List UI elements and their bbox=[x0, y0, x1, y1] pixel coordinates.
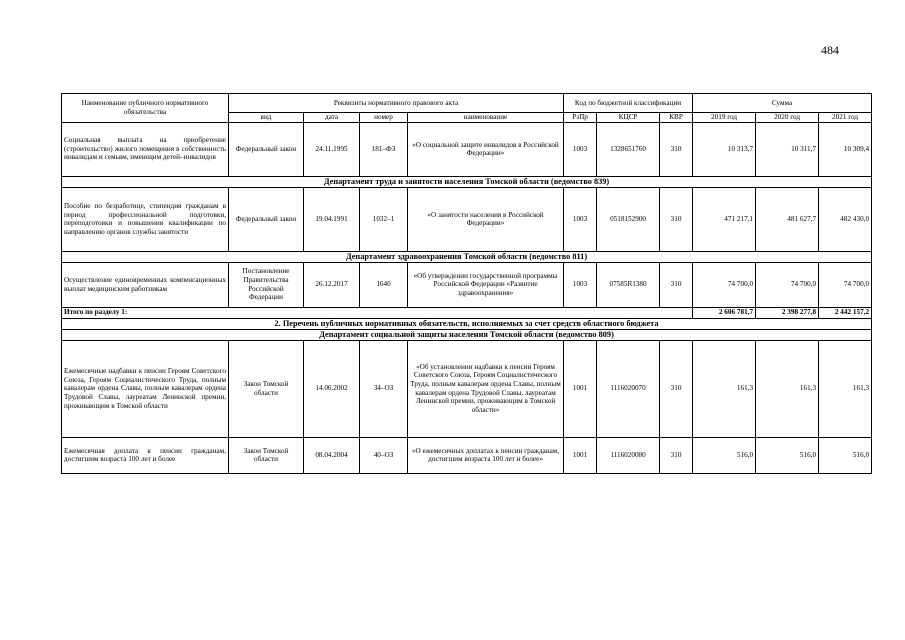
section-row bbox=[62, 318, 872, 329]
department-heading: Департамент труда и занятости населения Томской области (ведомство 839) bbox=[62, 176, 872, 187]
act-type: Закон Томской области bbox=[229, 437, 304, 473]
header-type: вид bbox=[229, 113, 304, 123]
header-budget-code: Код по бюджетной классификации bbox=[564, 94, 693, 113]
sum-2021: 482 430,0 bbox=[819, 187, 872, 251]
act-date: 08.04.2004 bbox=[304, 437, 360, 473]
sum-2019: 161,3 bbox=[693, 340, 756, 437]
header-obligation-name: Наименование публичного нормативного обязательства bbox=[62, 94, 229, 123]
kcsr-code: 07585R1380 bbox=[597, 262, 660, 307]
sum-2021: 10 309,4 bbox=[819, 122, 872, 176]
kcsr-code: 1116020070 bbox=[597, 340, 660, 437]
obligation-name: Ежемесячная доплата к пенсии гражданам, достигшим возраста 100 лет и более bbox=[62, 437, 229, 473]
act-type: Федеральный закон bbox=[229, 122, 304, 176]
header-rzpr: РзПр bbox=[564, 113, 597, 123]
table-row bbox=[62, 262, 872, 307]
page-number: 484 bbox=[821, 43, 839, 57]
rzpr-code: 1001 bbox=[564, 437, 597, 473]
act-name: «О занятости населения в Российской Федерации» bbox=[408, 187, 564, 251]
sum-2020: 10 311,7 bbox=[756, 122, 819, 176]
rzpr-code: 1003 bbox=[564, 262, 597, 307]
header-kcsr: КЦСР bbox=[597, 113, 660, 123]
table-row bbox=[62, 187, 872, 251]
header-2020: 2020 год bbox=[756, 113, 819, 123]
obligation-name: Социальная выплата на приобретение (строительство) жилого помещения в собственность инвалидам и семьям, имеющим детей–инвалидов bbox=[62, 122, 229, 176]
header-row-1 bbox=[62, 94, 872, 113]
act-name: «Об утверждении государственной программы Российской Федерации «Развитие здравоохранения» bbox=[408, 262, 564, 307]
sum-2021: 74 700,0 bbox=[819, 262, 872, 307]
kvr-code: 310 bbox=[660, 340, 693, 437]
act-date: 26.12.2017 bbox=[304, 262, 360, 307]
total-2020: 2 398 277,8 bbox=[756, 307, 819, 318]
sum-2019: 516,0 bbox=[693, 437, 756, 473]
kcsr-code: 0518152900 bbox=[597, 187, 660, 251]
department-row bbox=[62, 176, 872, 187]
obligation-name: Ежемесячные надбавки к пенсии Героям Советского Союза, Героям Социалистического Труда, полным кавалерам ордена Славы, полным кавалерам ордена Трудовой Славы, лауреатам Ленинской премии, проживающим в Томской области bbox=[62, 340, 229, 437]
total-label: Итого по разделу 1: bbox=[62, 307, 693, 318]
header-sum: Сумма bbox=[693, 94, 872, 113]
table-row bbox=[62, 122, 872, 176]
section-heading: 2. Перечень публичных нормативных обязательств, исполняемых за счет средств областного бюджета bbox=[62, 318, 872, 329]
department-heading: Департамент здравоохранения Томской области (ведомство 811) bbox=[62, 251, 872, 262]
kvr-code: 310 bbox=[660, 437, 693, 473]
act-name: «Об установлении надбавки к пенсии Героям Советского Союза, Героям Социалистического Труда, полным кавалерам ордена Славы, полным кавалерам ордена Трудовой Славы, лауреатам Ленинской премии, проживающим в Томской области» bbox=[408, 340, 564, 437]
department-heading: Департамент социальной защиты населения Томской области (ведомство 809) bbox=[62, 329, 872, 340]
kcsr-code: 1116020080 bbox=[597, 437, 660, 473]
header-2021: 2021 год bbox=[819, 113, 872, 123]
sum-2020: 516,0 bbox=[756, 437, 819, 473]
header-2019: 2019 год bbox=[693, 113, 756, 123]
header-act-name: наименование bbox=[408, 113, 564, 123]
budget-obligations-table bbox=[61, 93, 872, 474]
obligation-name: Осуществление единовременных компенсационных выплат медицинским работникам bbox=[62, 262, 229, 307]
kcsr-code: 1328651760 bbox=[597, 122, 660, 176]
sum-2021: 516,0 bbox=[819, 437, 872, 473]
act-type: Федеральный закон bbox=[229, 187, 304, 251]
act-date: 24.11.1995 bbox=[304, 122, 360, 176]
act-number: 1032–1 bbox=[360, 187, 408, 251]
header-date: дата bbox=[304, 113, 360, 123]
act-number: 181–ФЗ bbox=[360, 122, 408, 176]
sum-2019: 471 217,1 bbox=[693, 187, 756, 251]
act-date: 19.04.1991 bbox=[304, 187, 360, 251]
rzpr-code: 1001 bbox=[564, 340, 597, 437]
rzpr-code: 1003 bbox=[564, 187, 597, 251]
act-date: 14.06.2002 bbox=[304, 340, 360, 437]
kvr-code: 310 bbox=[660, 187, 693, 251]
sum-2021: 161,3 bbox=[819, 340, 872, 437]
sum-2020: 481 627,7 bbox=[756, 187, 819, 251]
sum-2020: 74 700,0 bbox=[756, 262, 819, 307]
act-number: 1640 bbox=[360, 262, 408, 307]
rzpr-code: 1003 bbox=[564, 122, 597, 176]
kvr-code: 310 bbox=[660, 262, 693, 307]
department-row bbox=[62, 251, 872, 262]
total-2021: 2 442 157,2 bbox=[819, 307, 872, 318]
total-row bbox=[62, 307, 872, 318]
sum-2019: 74 700,0 bbox=[693, 262, 756, 307]
total-2019: 2 606 781,7 bbox=[693, 307, 756, 318]
act-name: «О социальной защите инвалидов в Российской Федерации» bbox=[408, 122, 564, 176]
obligation-name: Пособие по безработице, стипендия гражданам в период профессиональной подготовки, переподготовки и повышения квалификации по направлению органов службы занятости bbox=[62, 187, 229, 251]
header-act-details: Реквизиты нормативного правового акта bbox=[229, 94, 564, 113]
table-row bbox=[62, 340, 872, 437]
act-name: «О ежемесячных доплатах к пенсии гражданам, достигшим возраста 100 лет и более» bbox=[408, 437, 564, 473]
act-type: Закон Томской области bbox=[229, 340, 304, 437]
sum-2019: 10 313,7 bbox=[693, 122, 756, 176]
kvr-code: 310 bbox=[660, 122, 693, 176]
act-number: 34–ОЗ bbox=[360, 340, 408, 437]
sum-2020: 161,3 bbox=[756, 340, 819, 437]
header-number: номер bbox=[360, 113, 408, 123]
table-row bbox=[62, 437, 872, 473]
act-number: 40–ОЗ bbox=[360, 437, 408, 473]
header-kvr: КВР bbox=[660, 113, 693, 123]
department-row bbox=[62, 329, 872, 340]
act-type: Постановление Правительства Российской Федерации bbox=[229, 262, 304, 307]
